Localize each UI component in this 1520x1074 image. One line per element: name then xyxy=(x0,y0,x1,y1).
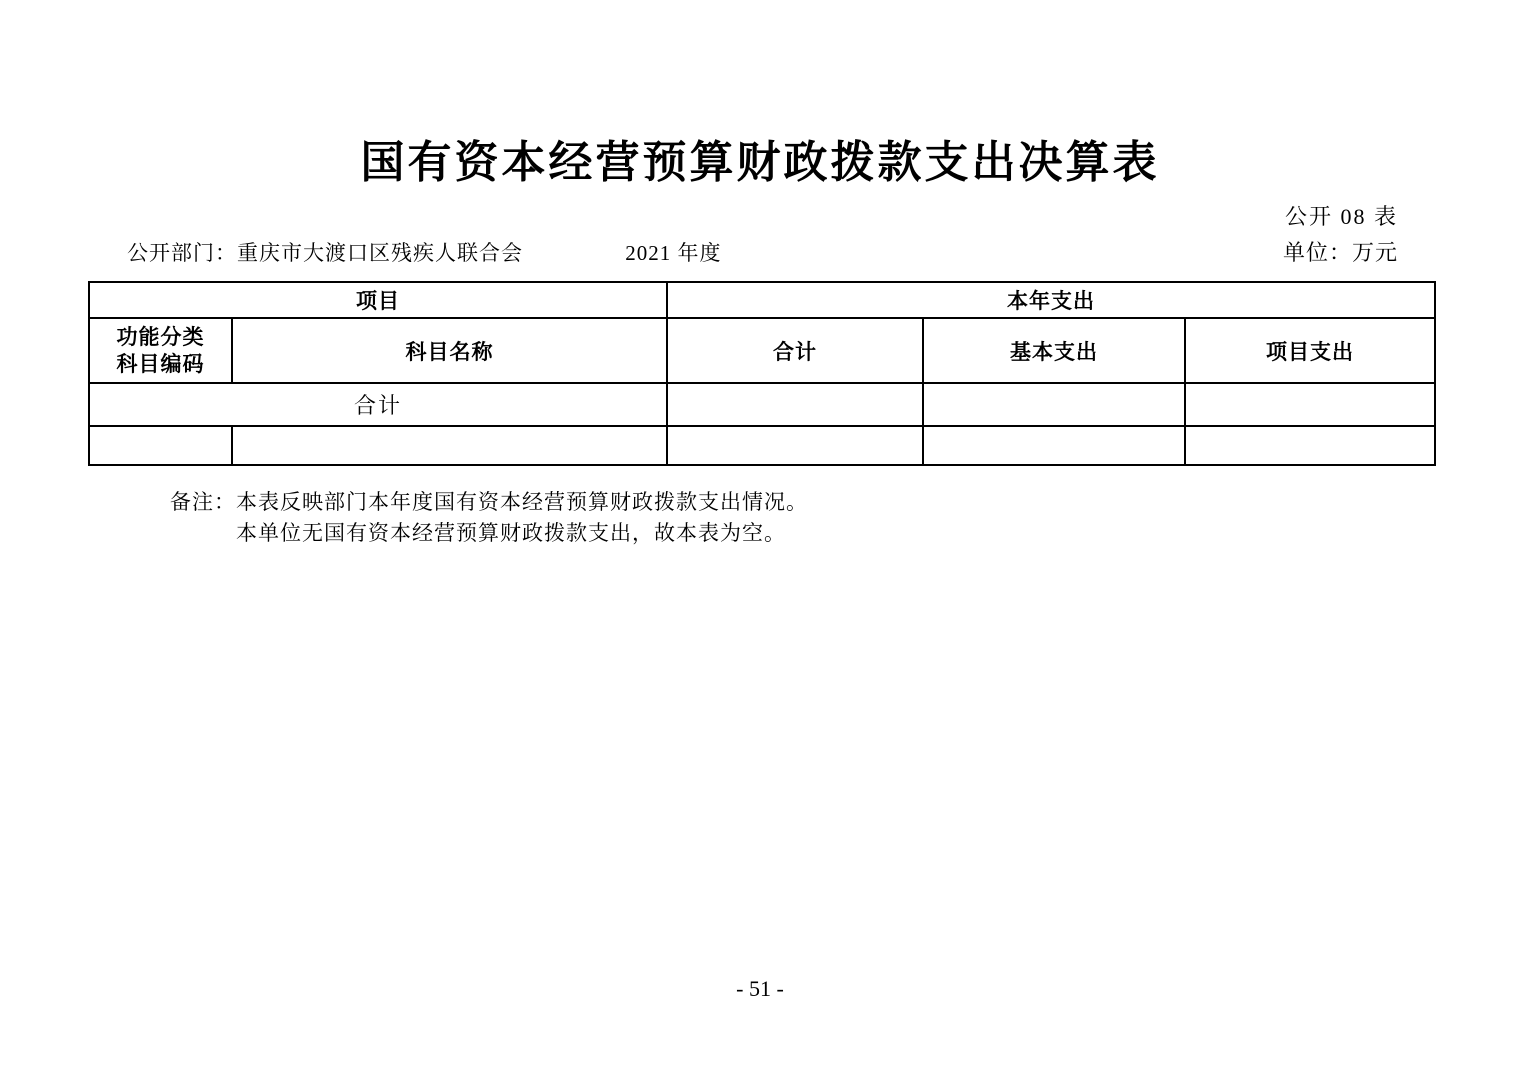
total-row-basic-cell xyxy=(923,383,1185,426)
group-header-project: 项目 xyxy=(89,282,667,318)
column-header-total: 合计 xyxy=(667,318,923,383)
column-header-basic-expenditure: 基本支出 xyxy=(923,318,1185,383)
table-total-row xyxy=(89,383,1435,426)
meta-line xyxy=(127,236,1398,267)
total-row-label-cell: 合计 xyxy=(89,383,667,426)
document-title: 国有资本经营预算财政拨款支出决算表 xyxy=(360,138,1160,187)
unit-label: 单位：万元 xyxy=(1282,240,1398,265)
total-row-project-cell xyxy=(1185,383,1435,426)
empty-row-project-cell xyxy=(1185,426,1435,465)
department-label: 公开部门：重庆市大渡口区残疾人联合会 xyxy=(127,241,523,265)
table-empty-row xyxy=(89,426,1435,465)
meta-left xyxy=(127,237,722,267)
total-row-total-cell xyxy=(667,383,923,426)
final-accounts-table xyxy=(88,281,1436,466)
notes-label: 备注： xyxy=(170,490,236,514)
notes-line-1: 本表反映部门本年度国有资本经营预算财政拨款支出情况。 xyxy=(236,490,808,514)
notes-content xyxy=(236,487,808,549)
empty-row-subject-cell xyxy=(232,426,667,465)
table-column-header-row xyxy=(89,318,1435,383)
page-number: - 51 - xyxy=(736,976,784,1001)
empty-row-code-cell xyxy=(89,426,232,465)
column-header-subject-name: 科目名称 xyxy=(232,318,667,383)
column-header-project-expenditure: 项目支出 xyxy=(1185,318,1435,383)
fiscal-year-label: 2021 年度 xyxy=(625,241,722,265)
empty-row-total-cell xyxy=(667,426,923,465)
function-code-line1: 功能分类 xyxy=(116,325,205,349)
table-group-header-row xyxy=(89,282,1435,318)
notes-block xyxy=(170,487,808,549)
empty-row-basic-cell xyxy=(923,426,1185,465)
group-header-current-year-expenditure: 本年支出 xyxy=(667,282,1435,318)
notes-line-2: 本单位无国有资本经营预算财政拨款支出，故本表为空。 xyxy=(236,521,786,545)
column-header-function-code xyxy=(89,318,232,383)
function-code-line2: 科目编码 xyxy=(116,352,205,376)
table-code-label: 公开 08 表 xyxy=(1284,204,1398,229)
